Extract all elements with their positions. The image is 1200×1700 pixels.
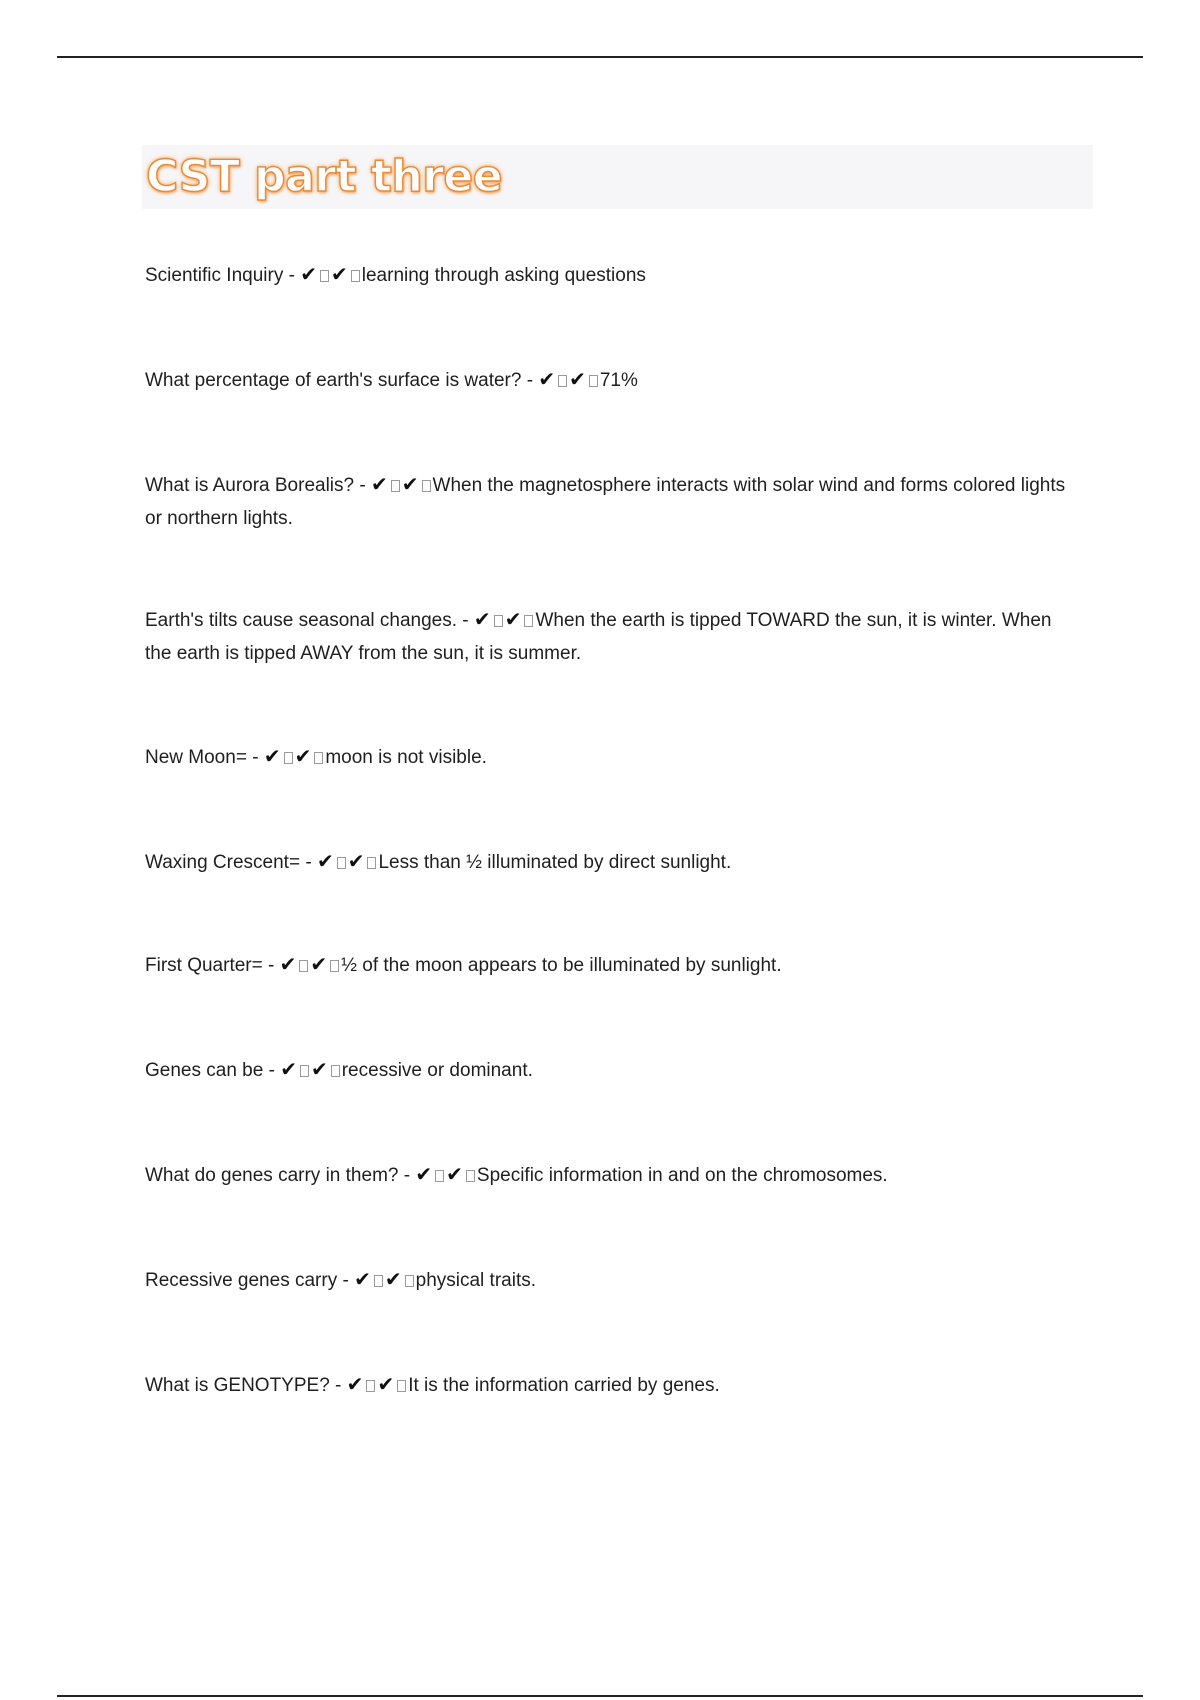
check-icon: ✔ (263, 744, 281, 768)
empty-box-icon (366, 1380, 375, 1392)
empty-box-icon (558, 375, 567, 387)
entry-answer: When the magnetosphere interacts with solar wind and forms colored lights or northern lights. (145, 475, 1066, 529)
empty-box-icon (466, 1170, 475, 1182)
entry (145, 603, 1075, 670)
check-icon: ✔ (401, 472, 419, 496)
entry (145, 1158, 1075, 1192)
empty-box-icon (331, 1065, 340, 1077)
answer-marker (415, 1162, 477, 1186)
empty-box-icon (422, 480, 431, 492)
entry-answer: When the earth is tipped TOWARD the sun, it is winter. When the earth is tipped AWAY from the sun, it is summer. (145, 610, 1052, 664)
answer-marker (538, 367, 600, 391)
check-icon: ✔ (370, 472, 388, 496)
empty-box-icon (494, 615, 503, 627)
check-icon: ✔ (504, 607, 522, 631)
entry (145, 468, 1075, 535)
answer-marker (370, 472, 433, 496)
entry-term: Recessive genes carry (145, 1270, 338, 1291)
empty-box-icon (405, 1275, 414, 1287)
entry-answer: recessive or dominant. (341, 1060, 533, 1081)
check-icon: ✔ (346, 1372, 364, 1396)
answer-marker (279, 952, 342, 976)
check-icon: ✔ (280, 1057, 297, 1081)
entry-answer: moon is not visible. (325, 747, 487, 768)
empty-box-icon (589, 375, 598, 387)
check-icon: ✔ (316, 849, 334, 873)
empty-box-icon (284, 752, 293, 764)
empty-box-icon (314, 752, 323, 764)
entry-separator: - (354, 475, 371, 496)
entry-separator: - (262, 955, 280, 976)
entry-separator: - (398, 1165, 416, 1186)
entry-answer: Specific information in and on the chromosomes. (476, 1165, 888, 1186)
entry-term: What is GENOTYPE? (145, 1375, 330, 1396)
check-icon: ✔ (331, 262, 348, 286)
empty-box-icon (367, 857, 376, 869)
entry-answer: ½ of the moon appears to be illuminated by sunlight. (341, 955, 782, 976)
entry-separator: - (263, 1060, 281, 1081)
entry-separator: - (329, 1375, 347, 1396)
check-icon: ✔ (310, 952, 328, 976)
entry-term: What percentage of earth's surface is water? (145, 370, 522, 391)
entry (145, 740, 1075, 774)
check-icon: ✔ (415, 1162, 433, 1186)
answer-marker (346, 1372, 409, 1396)
check-icon: ✔ (354, 1267, 371, 1291)
check-icon: ✔ (377, 1372, 395, 1396)
entry-answer: 71% (599, 370, 638, 391)
empty-box-icon (397, 1380, 406, 1392)
entry-answer: learning through asking questions (361, 265, 646, 286)
empty-box-icon (374, 1275, 383, 1287)
bottom-rule (57, 1695, 1143, 1697)
empty-box-icon (524, 615, 533, 627)
entry (145, 1053, 1075, 1087)
entry-term: Earth's tilts cause seasonal changes. (145, 610, 458, 631)
entry-answer: Less than ½ illuminated by direct sunlight. (378, 852, 732, 873)
check-icon: ✔ (384, 1267, 402, 1291)
check-icon: ✔ (569, 367, 586, 391)
check-icon: ✔ (294, 744, 312, 768)
entry-term: Scientific Inquiry (145, 265, 284, 286)
entry-term: What is Aurora Borealis? (145, 475, 355, 496)
check-icon: ✔ (347, 849, 365, 873)
entry-separator: - (337, 1270, 355, 1291)
entry-term: Genes can be (145, 1060, 264, 1081)
empty-box-icon (320, 270, 329, 282)
answer-marker (263, 744, 326, 768)
document-title: CST part three (146, 151, 503, 202)
check-icon: ✔ (300, 262, 317, 286)
entry-separator: - (457, 610, 474, 631)
entry-term: Waxing Crescent= (145, 852, 301, 873)
entry-answer: It is the information carried by genes. (408, 1375, 720, 1396)
empty-box-icon (351, 270, 360, 282)
check-icon: ✔ (310, 1057, 328, 1081)
empty-box-icon (300, 1065, 309, 1077)
entry (145, 258, 1075, 292)
answer-marker (316, 849, 379, 873)
check-icon: ✔ (473, 607, 491, 631)
answer-marker (300, 262, 362, 286)
entry-separator: - (521, 370, 539, 391)
title-banner (142, 145, 1093, 209)
entry (145, 948, 1075, 982)
check-icon: ✔ (279, 952, 297, 976)
check-icon: ✔ (538, 367, 556, 391)
entry-term: What do genes carry in them? (145, 1165, 399, 1186)
empty-box-icon (299, 960, 308, 972)
empty-box-icon (435, 1170, 444, 1182)
entry (145, 363, 1075, 397)
entry-separator: - (283, 265, 301, 286)
empty-box-icon (337, 857, 346, 869)
entry-term: First Quarter= (145, 955, 263, 976)
entry-answer: physical traits. (415, 1270, 536, 1291)
entry (145, 1368, 1075, 1402)
entry-separator: - (246, 747, 264, 768)
empty-box-icon (330, 960, 339, 972)
entry-separator: - (300, 852, 317, 873)
top-rule (57, 56, 1143, 58)
entry (145, 845, 1075, 879)
answer-marker (354, 1267, 416, 1291)
entry (145, 1263, 1075, 1297)
empty-box-icon (391, 480, 400, 492)
entry-term: New Moon= (145, 747, 247, 768)
answer-marker (473, 607, 536, 631)
answer-marker (280, 1057, 342, 1081)
check-icon: ✔ (446, 1162, 463, 1186)
